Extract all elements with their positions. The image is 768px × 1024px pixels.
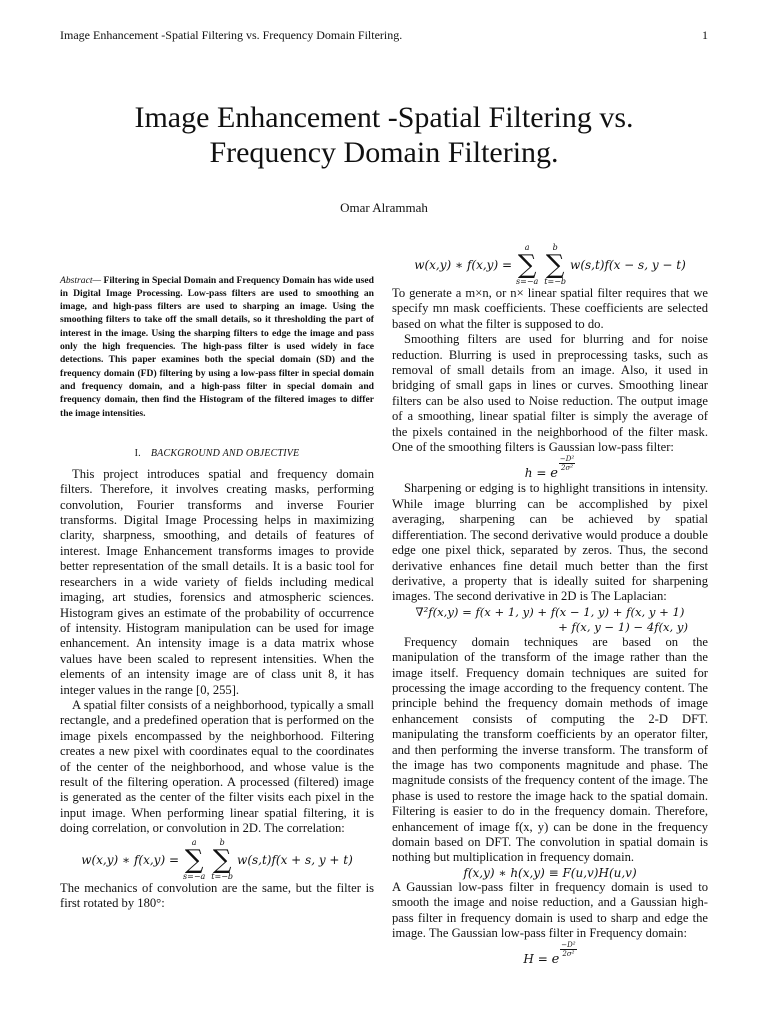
paragraph-convolution-note: The mechanics of convolution are the same, but the filter is first rotated by 180°: [60, 880, 374, 911]
laplacian-line-2: + f(x, y − 1) − 4f(x, y) [558, 619, 688, 634]
exp-base: e [551, 952, 560, 968]
summation-t [544, 244, 566, 286]
paragraph-sharpening: Sharpening or edging is to highlight transitions in intensity. While image blurring can be accomplished by pixel averaging, sharpening can be achieved by spatial differentiation. The second derivative would produce a double edge one pixel thick, separated by zeros. Thus, the second derivative enhances fine detail much better than the first derivative, a property that is ideally suited for sharpening images. The second derivative in 2D is The Laplacian: [392, 481, 708, 604]
sum-lower: t=−b [211, 871, 234, 881]
paragraph-frequency-domain: Frequency domain techniques are based on the manipulation of the transform of the image rather than the image itself. Frequency domain techniques are suited for processing the image according to the frequency content. The principle behind the frequency domain methods of image enhancement consists of computing the 2-D DFT. manipulating the transform coefficients by an operator filter, and then performing the inverse transform. The transform of the image has two components magnitude and phase. The magnitude consists of the frequency content of the image. The phase is used to restore the image hack to the spatial domain. Filtering is easier to do in the frequency domain. Therefore, enhancement of image f(x, y) can be done in the frequency domain based on DFT. The convolution in spatial domain is nothing but multiplication in frequency domain. [392, 634, 708, 865]
sum-upper: a [524, 243, 530, 252]
exp-fraction [560, 941, 576, 958]
abstract-label: Abstract— [60, 274, 102, 286]
equation-gaussian-spatial [392, 455, 708, 481]
sigma-symbol: ∑ [212, 844, 232, 875]
gaussian-exponential [552, 941, 577, 967]
sum-upper: b [552, 243, 558, 252]
exp-numerator: −D² [559, 455, 575, 464]
abstract-text: Filtering in Special Domain and Frequency Domain has wide used in Digital Image Processing. Low-pass filters are used to smoothing an image, and high-pass filters are used to sharping an image. Using the smoothing filters to take off the small details, so it thresholding the part of interest in the image. Using the sharping filters to edge the image and pass only the high frequencies. The high-pass filter is used widely in face detections. This paper examines both the special domain (SD) and the frequency domain (FD) filtering by using a low-pass filter in special domain and frequency domain, and a high-pass filter in special domain and frequency domain, then find the Histogram of the filtered images to differ the image intensities. [60, 274, 374, 419]
gaussian-exponential [550, 455, 575, 481]
exp-denominator: 2σ² [561, 464, 574, 473]
paragraph-intro: This project introduces spatial and frequency domain filters. Therefore, it involves creating masks, performing convolution, Fourier transforms and inverse Fourier transforms. Digital Image Processing helps in maximizing clarity, sharpness, smoothing, and details of features of interest. Image Enhancement transforms images to provide better representation of the small details. It is a basic tool for researchers in a wide variety of fields including medical imaging, art studies, forensics and atmospheric sciences. Histogram gives an estimate of the probability of occurrence of intensity. Histogram manipulation can be used for image enhancement. An intensity image is a data matrix whose values have been scaled to represent intensities. When the elements of an intensity image are of class unit 8, it has integer values in the range [0, 255]. [60, 466, 374, 697]
author-name: Omar Alrammah [340, 200, 428, 215]
title-line-1: Image Enhancement -Spatial Filtering vs. [134, 101, 634, 134]
summation-s [516, 244, 538, 286]
sigma-symbol: ∑ [517, 250, 537, 280]
sigma-symbol: ∑ [545, 250, 565, 280]
eq-term: w(s,t)f(x − s, y − t) [570, 258, 686, 272]
eq-lhs: H = [523, 952, 552, 967]
sum-upper: b [219, 837, 225, 847]
section-title: BACKGROUND AND OBJECTIVE [150, 447, 300, 459]
section-number: I. [134, 447, 141, 459]
paragraph-spatial-filter: A spatial filter consists of a neighborhood, typically a small rectangle, and a predefined operation that is performed on the image pixels encompassed by the neighborhood. Filtering creates a new pixel with coordinates equal to the coordinates of the center of the neighborhood, and whose value is the result of the filtering operation. A processed (filtered) image is generated as the center of the filter visits each pixel in the input image. When performing linear spatial filtering, it is doing correlation, or convolution in 2D. The correlation: [60, 697, 374, 836]
equation-convolution-theorem: f(x,y) ∗ h(x,y) ≡ F(u,v)H(u,v) [463, 865, 637, 880]
sum-lower: s=−a [516, 277, 539, 286]
equation-laplacian [392, 605, 708, 635]
left-column [60, 264, 374, 911]
sum-upper: a [191, 837, 197, 847]
eq-term: w(s,t)f(x + s, y + t) [237, 852, 353, 867]
running-title: Image Enhancement -Spatial Filtering vs. Frequency Domain Filtering. [60, 28, 403, 42]
sum-lower: t=−b [544, 277, 567, 286]
equation-convolution [392, 244, 708, 286]
summation-t [211, 839, 233, 881]
paragraph-gaussian-frequency: A Gaussian low-pass filter in frequency domain is used to smooth the image and noise reduction, and a Gaussian high-pass filter in frequency domain is used to sharp and edge the image. The Gaussian low-pass filter in Frequency domain: [392, 879, 708, 941]
abstract [60, 274, 374, 420]
eq-lhs: w(x,y) ∗ f(x,y) = [81, 852, 180, 867]
page-number: 1 [702, 28, 708, 42]
exp-denominator: 2σ² [562, 950, 575, 959]
exp-fraction [559, 455, 575, 472]
sigma-symbol: ∑ [184, 844, 204, 875]
paragraph-mask-coefficients: To generate a m×n, or n× linear spatial filter requires that we specify mn mask coefficients. These coefficients are selected based on what the filter is supposed to do. [392, 286, 708, 331]
running-header [60, 28, 708, 43]
equation-gaussian-frequency [392, 941, 708, 967]
sum-lower: s=−a [183, 871, 206, 881]
title-line-2: Frequency Domain Filtering. [209, 136, 559, 169]
exp-base: e [550, 466, 558, 482]
paper-title [60, 100, 708, 170]
laplacian-line-1: ∇²f(x,y) = f(x + 1, y) + f(x − 1, y) + f(x, y + 1) [415, 604, 685, 619]
eq-lhs: h = [524, 466, 551, 481]
exp-numerator: −D² [561, 941, 576, 950]
eq-lhs: w(x,y) ∗ f(x,y) = [414, 258, 513, 272]
section-heading [60, 448, 374, 459]
paragraph-smoothing: Smoothing filters are used for blurring and for noise reduction. Blurring is used in preprocessing tasks, such as removal of small details from an image. Also, it used in bridging of small gaps in lines or curves. Smoothing linear filters can be also used to Noise reduction. The output image of a smoothing, linear spatial filter is simply the average of the pixels contained in the neighborhood of the filter mask. One of the smoothing filters is Gaussian low-pass filter: [392, 332, 708, 455]
right-column [392, 244, 708, 967]
equation-correlation [60, 839, 374, 881]
summation-s [183, 839, 205, 881]
